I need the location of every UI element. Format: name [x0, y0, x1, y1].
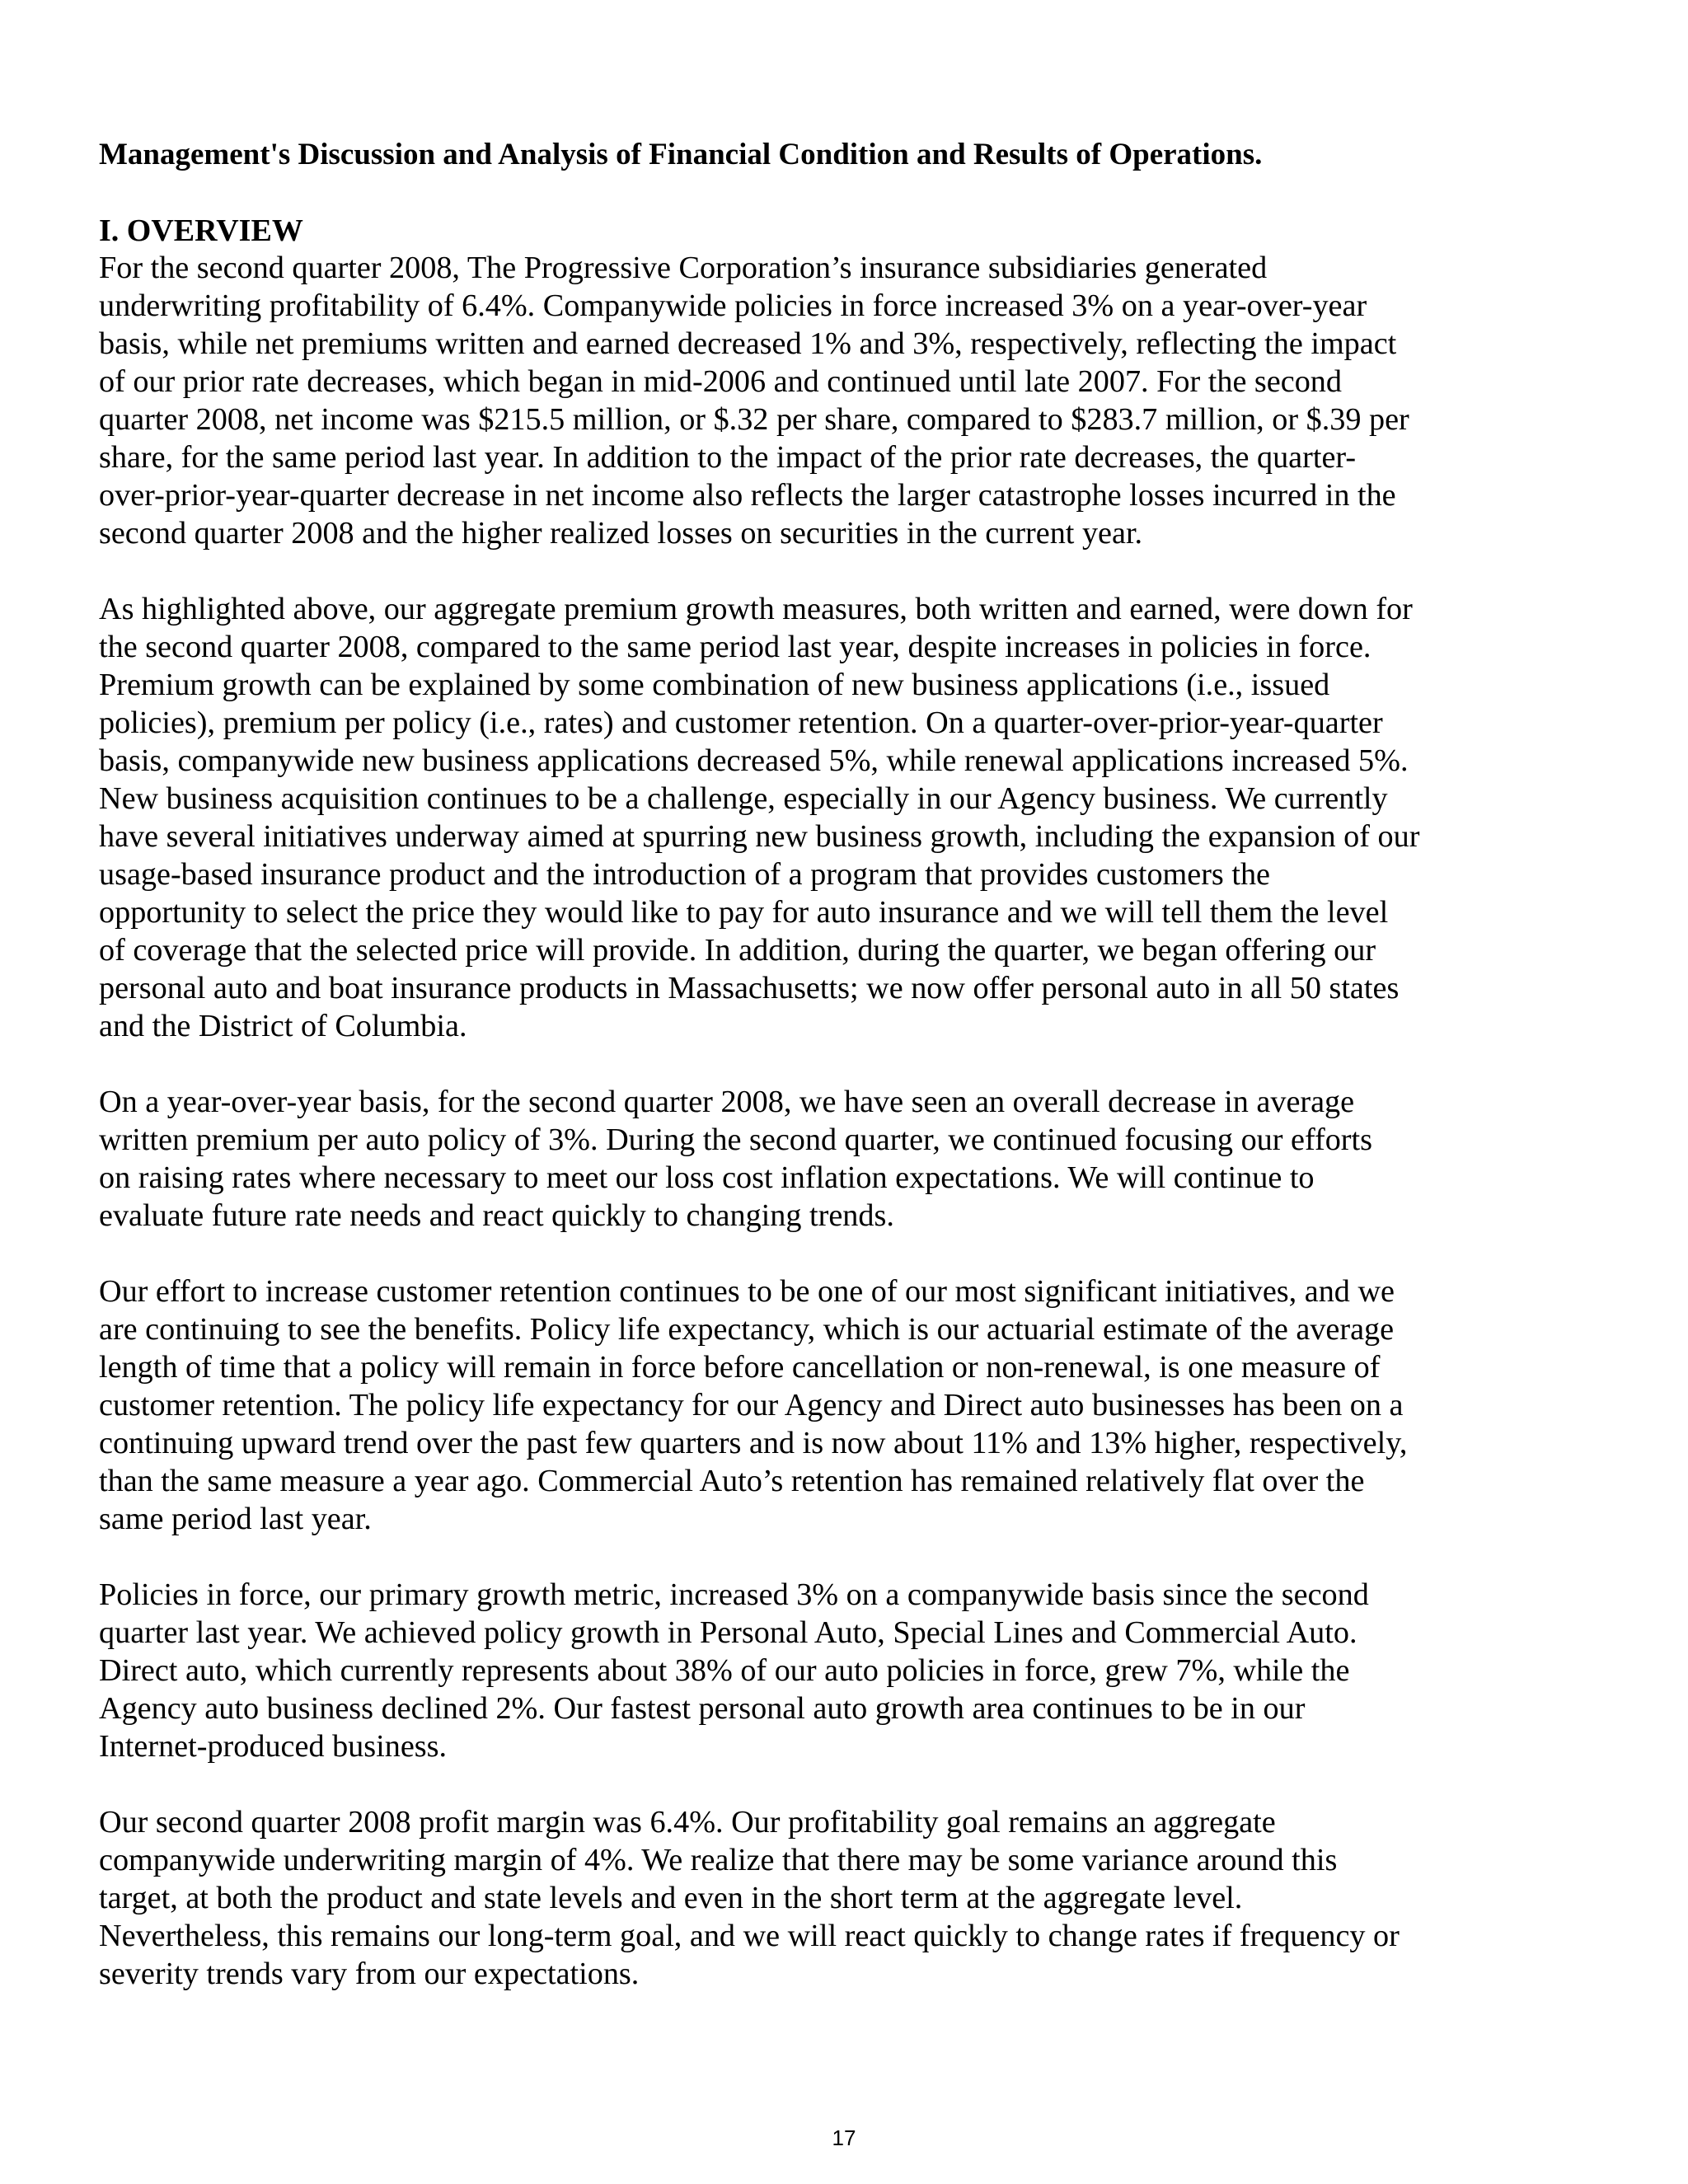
text-line: On a year-over-year basis, for the second quarter 2008, we have seen an overall decrease in average	[99, 1085, 1355, 1119]
text-line: customer retention. The policy life expectancy for our Agency and Direct auto businesses has been on a	[99, 1388, 1404, 1422]
text-line: Policies in force, our primary growth metric, increased 3% on a companywide basis since the second	[99, 1577, 1369, 1612]
text-line: personal auto and boat insurance products in Massachusetts; we now offer personal auto in all 50 states	[99, 971, 1400, 1005]
text-line: Agency auto business declined 2%. Our fastest personal auto growth area continues to be in our	[99, 1691, 1306, 1726]
text-line: basis, while net premiums written and earned decreased 1% and 3%, respectively, reflecting the impact	[99, 326, 1397, 361]
text-line: opportunity to select the price they would like to pay for auto insurance and we will tell them the level	[99, 895, 1389, 930]
text-line: As highlighted above, our aggregate premium growth measures, both written and earned, were down for	[99, 592, 1413, 626]
text-line: Direct auto, which currently represents about 38% of our auto policies in force, grew 7%, while the	[99, 1653, 1350, 1688]
text-line: companywide underwriting margin of 4%. We realize that there may be some variance around this	[99, 1843, 1338, 1877]
section-heading-overview: I. OVERVIEW	[99, 213, 303, 248]
text-line: policies), premium per policy (i.e., rates) and customer retention. On a quarter-over-prior-year-quarter	[99, 705, 1383, 740]
text-line: share, for the same period last year. In addition to the impact of the prior rate decreases, the quarter-	[99, 440, 1357, 475]
text-line: Internet-produced business.	[99, 1729, 448, 1764]
text-line: underwriting profitability of 6.4%. Companywide policies in force increased 3% on a year-over-year	[99, 288, 1367, 323]
paragraph-average-premium	[99, 1083, 1372, 1235]
text-line: continuing upward trend over the past few quarters and is now about 11% and 13% higher, respectively,	[99, 1426, 1408, 1460]
text-line: second quarter 2008 and the higher realized losses on securities in the current year.	[99, 516, 1143, 551]
text-line: on raising rates where necessary to meet our loss cost inflation expectations. We will continue to	[99, 1160, 1315, 1195]
text-line: Premium growth can be explained by some combination of new business applications (i.e., issued	[99, 668, 1330, 702]
text-line: are continuing to see the benefits. Policy life expectancy, which is our actuarial estimate of the average	[99, 1312, 1395, 1347]
text-line: the second quarter 2008, compared to the same period last year, despite increases in policies in force.	[99, 630, 1372, 664]
text-line: usage-based insurance product and the introduction of a program that provides customers the	[99, 857, 1270, 892]
text-line: evaluate future rate needs and react quickly to changing trends.	[99, 1198, 894, 1233]
paragraph-policies-in-force	[99, 1576, 1369, 1765]
text-line: For the second quarter 2008, The Progressive Corporation’s insurance subsidiaries generated	[99, 251, 1268, 285]
text-line: Our effort to increase customer retention continues to be one of our most significant initiatives, and we	[99, 1274, 1395, 1309]
text-line: than the same measure a year ago. Commercial Auto’s retention has remained relatively flat over the	[99, 1464, 1365, 1498]
text-line: basis, companywide new business applications decreased 5%, while renewal applications increased 5%.	[99, 743, 1409, 778]
text-line: written premium per auto policy of 3%. During the second quarter, we continued focusing our efforts	[99, 1122, 1372, 1157]
text-line: of coverage that the selected price will provide. In addition, during the quarter, we began offering our	[99, 933, 1376, 968]
text-line: New business acquisition continues to be a challenge, especially in our Agency business. We currently	[99, 781, 1388, 816]
text-line: quarter last year. We achieved policy growth in Personal Auto, Special Lines and Commercial Auto.	[99, 1615, 1357, 1650]
text-line: same period last year.	[99, 1502, 372, 1536]
page-number: 17	[832, 2125, 856, 2150]
text-line: and the District of Columbia.	[99, 1009, 467, 1043]
text-line: length of time that a policy will remain in force before cancellation or non-renewal, is one measure of	[99, 1350, 1381, 1385]
text-line: severity trends vary from our expectations.	[99, 1957, 640, 1991]
paragraph-profit-margin	[99, 1803, 1400, 1993]
text-line: Nevertheless, this remains our long-term goal, and we will react quickly to change rates if frequency or	[99, 1919, 1400, 1953]
paragraph-premium-growth	[99, 590, 1419, 1045]
paragraph-quarter-summary	[99, 249, 1409, 552]
text-line: Our second quarter 2008 profit margin was 6.4%. Our profitability goal remains an aggregate	[99, 1805, 1276, 1840]
text-line: over-prior-year-quarter decrease in net income also reflects the larger catastrophe losses incurred in the	[99, 478, 1396, 513]
paragraph-customer-retention	[99, 1272, 1407, 1538]
text-line: quarter 2008, net income was $215.5 million, or $.32 per share, compared to $283.7 million, or $.39 per	[99, 402, 1409, 437]
document-title: Management's Discussion and Analysis of Financial Condition and Results of Operations.	[99, 138, 1263, 171]
text-line: target, at both the product and state levels and even in the short term at the aggregate level.	[99, 1881, 1243, 1915]
text-line: of our prior rate decreases, which began in mid-2006 and continued until late 2007. For the second	[99, 364, 1342, 399]
text-line: have several initiatives underway aimed at spurring new business growth, including the expansion of our	[99, 819, 1420, 854]
